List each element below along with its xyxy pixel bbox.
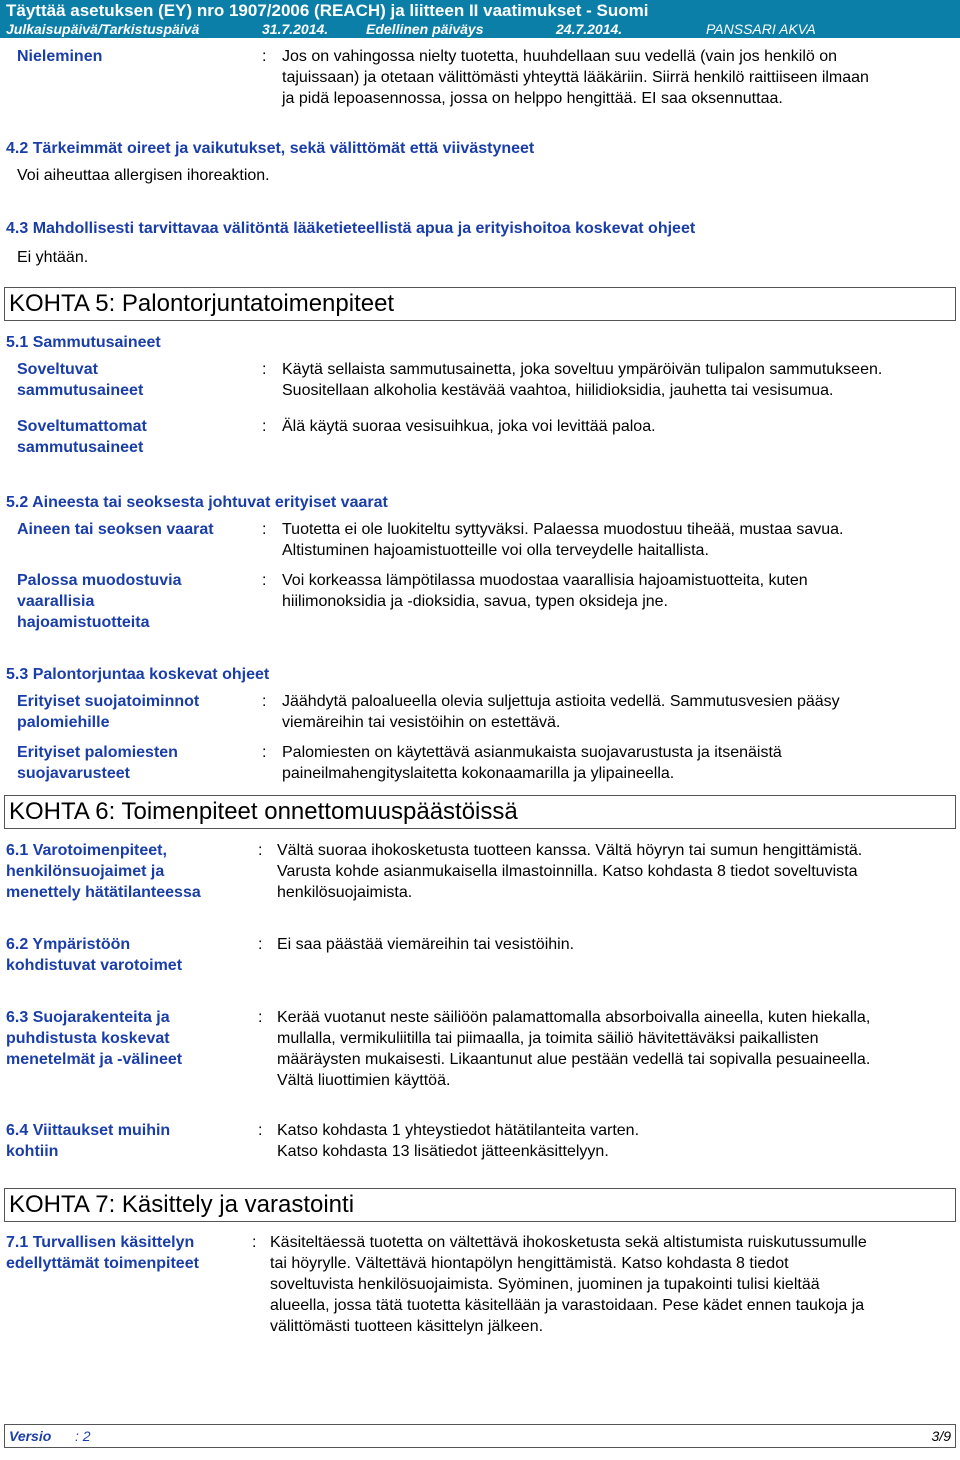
- precautions-label: menettely hätätilanteessa: [6, 884, 201, 901]
- combustion-products-label: Palossa muodostuvia: [17, 572, 182, 589]
- environmental-precautions-label: 6.2 Ympäristöön: [6, 936, 131, 953]
- ingestion-line: Jos on vahingossa nielty tuotetta, huuhdellaan suu vedellä (vain jos henkilö on: [282, 48, 838, 65]
- section-6-heading: KOHTA 6: Toimenpiteet onnettomuuspäästöissä: [4, 795, 956, 829]
- protective-actions-line: Jäähdytä paloalueella olevia suljettuja astioita vedellä. Sammutusvesien pääsy: [282, 693, 840, 710]
- containment-label: menetelmät ja -välineet: [6, 1051, 183, 1068]
- hazards-label: Aineen tai seoksen vaarat: [17, 521, 214, 538]
- containment-label: puhdistusta koskevat: [6, 1030, 170, 1047]
- colon: :: [258, 1122, 263, 1139]
- document-footer: [4, 1424, 956, 1448]
- ingestion-line: tajuissaan) ja otetaan välittömästi yhteyttä lääkäriin. Siirrä henkilö raittiiseen ilmaan: [282, 69, 869, 86]
- protective-equipment-line: Palomiesten on käytettävä asianmukaista suojavarustusta ja itsenäistä: [282, 744, 782, 761]
- colon: :: [262, 693, 267, 710]
- publication-date-label: Julkaisupäivä/Tarkistuspäivä: [6, 21, 200, 37]
- header-title: Täyttää asetuksen (EY) nro 1907/2006 (REACH) ja liitteen II vaatimukset - Suomi: [6, 1, 649, 20]
- containment-line: mullalla, vermikuliitilla tai piimaalla, ja toimita säiliö hävitettäväksi paikallisten: [277, 1030, 819, 1047]
- subsection-5-1-title: 5.1 Sammutusaineet: [6, 334, 161, 351]
- colon: :: [258, 936, 263, 953]
- previous-date: 24.7.2014.: [556, 21, 623, 37]
- safe-handling-label: edellyttämät toimenpiteet: [6, 1255, 199, 1272]
- unsuitable-media-label: sammutusaineet: [17, 439, 144, 456]
- safe-handling-line: soveltuvista henkilösuojaimista. Syöminen, juominen ja tupakointi tulisi kieltää: [270, 1276, 820, 1293]
- combustion-products-label: vaarallisia: [17, 593, 95, 610]
- colon: :: [262, 744, 267, 761]
- section-5-heading: KOHTA 5: Palontorjuntatoimenpiteet: [4, 287, 956, 321]
- subsection-4-3-title: 4.3 Mahdollisesti tarvittavaa välitöntä lääketieteellistä apua ja erityishoitoa koskevat ohjeet: [6, 220, 696, 237]
- subsection-5-3-title: 5.3 Palontorjuntaa koskevat ohjeet: [6, 666, 270, 683]
- colon: :: [258, 842, 263, 859]
- safe-handling-line: Käsiteltäessä tuotetta on vältettävä ihokosketusta sekä altistumista ruiskutussumulle: [270, 1234, 867, 1251]
- document-header: [0, 0, 960, 38]
- suitable-media-label: sammutusaineet: [17, 382, 144, 399]
- colon: :: [262, 521, 267, 538]
- precautions-line: henkilösuojaimista.: [277, 884, 413, 901]
- precautions-label: 6.1 Varotoimenpiteet,: [6, 842, 167, 859]
- colon: :: [258, 1009, 263, 1026]
- references-line: Katso kohdasta 13 lisätiedot jätteenkäsittelyyn.: [277, 1143, 609, 1160]
- unsuitable-media-text: Älä käytä suoraa vesisuihkua, joka voi levittää paloa.: [282, 418, 656, 435]
- safe-handling-label: 7.1 Turvallisen käsittelyn: [6, 1234, 195, 1251]
- colon: :: [262, 48, 267, 65]
- precautions-line: Vältä suoraa ihokosketusta tuotteen kanssa. Vältä höyryn tai sumun hengittämistä.: [277, 842, 863, 859]
- ingestion-label: Nieleminen: [17, 48, 103, 65]
- section-7-heading: KOHTA 7: Käsittely ja varastointi: [4, 1188, 956, 1222]
- colon: :: [262, 572, 267, 589]
- combustion-products-line: Voi korkeassa lämpötilassa muodostaa vaarallisia hajoamistuotteita, kuten: [282, 572, 808, 589]
- containment-line: Vältä liuottimien käyttöä.: [277, 1072, 451, 1089]
- safe-handling-line: tai höyrylle. Vältettävä hiontapölyn hengittämistä. Katso kohdasta 8 tiedot: [270, 1255, 789, 1272]
- suitable-media-line: Käytä sellaista sammutusainetta, joka soveltuu ympäröivän tulipalon sammutukseen.: [282, 361, 883, 378]
- combustion-products-label: hajoamistuotteita: [17, 614, 150, 631]
- safe-handling-line: välittömästi tuotteen käsittelyn jälkeen.: [270, 1318, 544, 1335]
- subsection-4-2-text: Voi aiheuttaa allergisen ihoreaktion.: [17, 167, 270, 184]
- previous-date-label: Edellinen päiväys: [366, 21, 484, 37]
- references-label: kohtiin: [6, 1143, 59, 1160]
- colon: :: [262, 418, 267, 435]
- combustion-products-line: hiilimonoksidia ja -dioksidia, savua, typen oksideja jne.: [282, 593, 668, 610]
- containment-line: Kerää vuotanut neste säiliöön palamattomalla absorboivalla aineella, kuten hiekalla,: [277, 1009, 871, 1026]
- protective-equipment-line: paineilmahengityslaitetta kokonaamarilla ja ylipaineella.: [282, 765, 675, 782]
- colon: :: [262, 361, 267, 378]
- safe-handling-line: alueella, jossa tätä tuotetta käsitellään ja varastoidaan. Pese kädet ennen taukoja ja: [270, 1297, 865, 1314]
- protective-actions-label: palomiehille: [17, 714, 110, 731]
- version-label: Versio: [9, 1428, 52, 1444]
- subsection-4-3-text: Ei yhtään.: [17, 249, 89, 266]
- protective-actions-line: viemäreihin tai vesistöihin on estettävä.: [282, 714, 561, 731]
- unsuitable-media-label: Soveltumattomat: [17, 418, 147, 435]
- ingestion-line: ja pidä lepoasennossa, jossa on helppo hengittää. EI saa oksennuttaa.: [282, 90, 783, 107]
- references-line: Katso kohdasta 1 yhteystiedot hätätilanteita varten.: [277, 1122, 640, 1139]
- precautions-line: Varusta kohde asianmukaisella ilmastoinnilla. Katso kohdasta 8 tiedot soveltuvista: [277, 863, 858, 880]
- environmental-precautions-text: Ei saa päästää viemäreihin tai vesistöihin.: [277, 936, 575, 953]
- product-name: PANSSARI AKVA: [706, 21, 816, 37]
- hazards-line: Altistuminen hajoamistuotteille voi olla terveydelle haitallista.: [282, 542, 709, 559]
- protective-equipment-label: Erityiset palomiesten: [17, 744, 178, 761]
- suitable-media-label: Soveltuvat: [17, 361, 98, 378]
- version-value: : 2: [75, 1428, 91, 1444]
- containment-line: määräysten mukaisesti. Likaantunut alue pestään vedellä tai sopivalla pesuaineella.: [277, 1051, 871, 1068]
- environmental-precautions-label: kohdistuvat varotoimet: [6, 957, 183, 974]
- colon: :: [252, 1234, 257, 1251]
- publication-date: 31.7.2014.: [262, 21, 329, 37]
- protective-actions-label: Erityiset suojatoiminnot: [17, 693, 200, 710]
- hazards-line: Tuotetta ei ole luokiteltu syttyväksi. Palaessa muodostuu tiheää, mustaa savua.: [282, 521, 844, 538]
- references-label: 6.4 Viittaukset muihin: [6, 1122, 171, 1139]
- precautions-label: henkilönsuojaimet ja: [6, 863, 165, 880]
- suitable-media-line: Suositellaan alkoholia kestävää vaahtoa, hiilidioksidia, jauhetta tai vesisumua.: [282, 382, 834, 399]
- subsection-4-2-title: 4.2 Tärkeimmät oireet ja vaikutukset, sekä välittömät että viivästyneet: [6, 140, 535, 157]
- subsection-5-2-title: 5.2 Aineesta tai seoksesta johtuvat erityiset vaarat: [6, 494, 388, 511]
- containment-label: 6.3 Suojarakenteita ja: [6, 1009, 170, 1026]
- protective-equipment-label: suojavarusteet: [17, 765, 130, 782]
- page-number: 3/9: [931, 1428, 951, 1444]
